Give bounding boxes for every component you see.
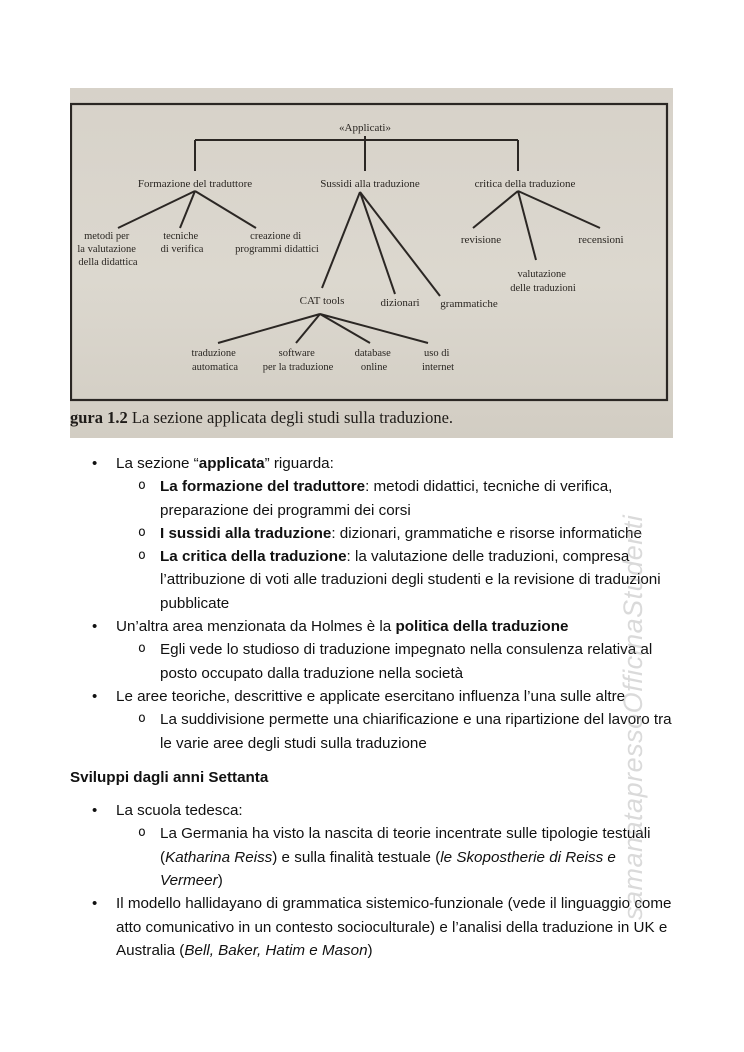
- leaf-recensioni: recensioni: [578, 234, 624, 246]
- branch-critica: critica della traduzione: [474, 178, 576, 190]
- leaf-uso-internet: uso di internet: [421, 348, 455, 373]
- leaf-cat-tools: CAT tools: [299, 295, 345, 307]
- leaf-dizionari: dizionari: [380, 297, 420, 309]
- leaf-creazione: creazione di programmi didattici: [235, 231, 319, 255]
- bullet-aree: • Le aree teoriche, descrittive e applicate esercitano influenza l’una sulle altre: [70, 685, 680, 708]
- leaf-software: software per la traduzione: [262, 348, 334, 373]
- branch-sussidi: Sussidi alla traduzione: [320, 178, 420, 190]
- leaf-metodi: metodi per la valutazione della didattica: [77, 231, 138, 268]
- leaf-traduzione-automatica: traduzione automatica: [191, 348, 239, 373]
- leaf-revisione: revisione: [460, 234, 502, 246]
- bullet-halliday: • Il modello hallidayano di grammatica sistemico-funzionale (vede il linguaggio come atto comunicativo in un contesto socioculturale) e l’analisi della traduzione in UK e Australia (Bell, Baker, Hatim e Mason): [70, 892, 680, 962]
- section-title: Sviluppi dagli anni Settanta: [70, 768, 269, 786]
- sub-bullet-germania: o La Germania ha visto la nascita di teorie incentrate sulle tipologie testuali (Katharina Reiss) e sulla finalità testuale (le Skopostherie di Reiss e Vermeer): [70, 822, 680, 892]
- figure-diagram: [70, 88, 673, 438]
- branch-formazione: Formazione del traduttore: [137, 178, 253, 190]
- sub-bullet-suddivisione: o La suddivisione permette una chiarificazione e una ripartizione del lavoro tra le varie aree degli studi sulla traduzione: [70, 708, 680, 755]
- leaf-tecniche: tecniche di verifica: [160, 231, 204, 255]
- sub-bullet-studioso: o Egli vede lo studioso di traduzione impegnato nella consulenza relativa al posto occupato dalla traduzione nella società: [70, 638, 680, 685]
- sub-bullet-sussidi: o I sussidi alla traduzione: dizionari, grammatiche e risorse informatiche: [70, 522, 680, 545]
- watermark: samanatapressoOfficinaStudenti: [618, 514, 648, 920]
- sub-bullet-critica: o La critica della traduzione: la valutazione delle traduzioni, compresa l’attribuzione di voti alle traduzioni degli studenti e la revisione di traduzioni pubblicate: [70, 545, 680, 615]
- leaf-valutazione: valutazione delle traduzioni: [510, 269, 576, 294]
- figure-photo: [70, 88, 673, 438]
- bullet-politica: • Un’altra area menzionata da Holmes è la politica della traduzione: [70, 615, 680, 638]
- root-node: «Applicati»: [339, 122, 391, 134]
- bullet-applicata: • La sezione “applicata” riguarda:: [70, 452, 680, 475]
- bullet-scuola-tedesca: • La scuola tedesca:: [70, 799, 680, 822]
- notes-body: [70, 452, 680, 962]
- leaf-database: database online: [354, 348, 391, 373]
- figure-caption: gura 1.2 La sezione applicata degli studi sulla traduzione.: [70, 408, 454, 427]
- leaf-grammatiche: grammatiche: [440, 298, 498, 310]
- sub-bullet-formazione: o La formazione del traduttore: metodi didattici, tecniche di verifica, preparazione dei programmi dei corsi: [70, 475, 680, 522]
